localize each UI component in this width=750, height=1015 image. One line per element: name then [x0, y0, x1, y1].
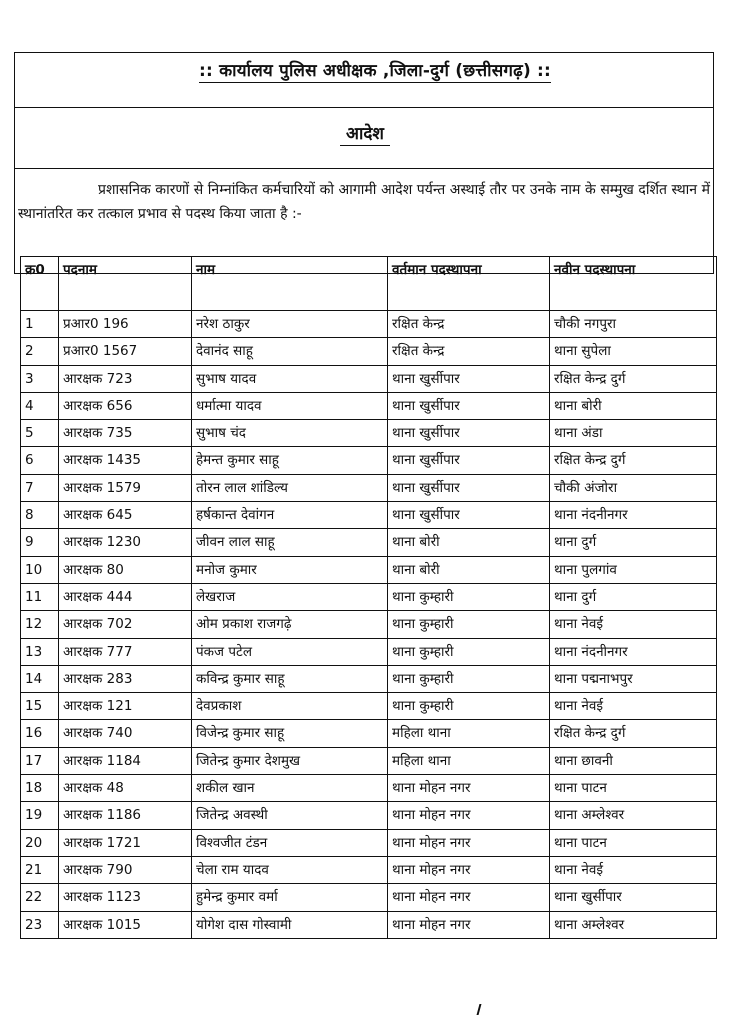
cell-new-posting: रक्षित केन्द्र दुर्ग	[550, 447, 717, 474]
col-header-name: नाम	[192, 257, 388, 311]
cell-new-posting: थाना नेवई	[550, 693, 717, 720]
cell-new-posting: थाना पद्मनाभपुर	[550, 665, 717, 692]
cell-serial: 22	[21, 884, 59, 911]
cell-name: जीवन लाल साहू	[192, 529, 388, 556]
cell-current-posting: थाना बोरी	[388, 556, 550, 583]
table-row	[21, 802, 717, 829]
cell-current-posting: थाना कुम्हारी	[388, 638, 550, 665]
cell-new-posting: थाना अंडा	[550, 420, 717, 447]
table-row	[21, 720, 717, 747]
cell-designation: आरक्षक 777	[59, 638, 192, 665]
cell-serial: 1	[21, 311, 59, 338]
cell-current-posting: थाना मोहन नगर	[388, 775, 550, 802]
cell-name: धर्मात्मा यादव	[192, 392, 388, 419]
cell-current-posting: थाना मोहन नगर	[388, 856, 550, 883]
cell-new-posting: थाना पुलगांव	[550, 556, 717, 583]
cell-name: जितेन्द्र अवस्थी	[192, 802, 388, 829]
cell-current-posting: थाना खुर्सीपार	[388, 392, 550, 419]
cell-designation: आरक्षक 735	[59, 420, 192, 447]
signature-mark	[477, 1004, 488, 1015]
cell-current-posting: थाना कुम्हारी	[388, 611, 550, 638]
cell-new-posting: रक्षित केन्द्र दुर्ग	[550, 720, 717, 747]
cell-serial: 13	[21, 638, 59, 665]
cell-designation: आरक्षक 1186	[59, 802, 192, 829]
cell-designation: आरक्षक 1015	[59, 911, 192, 938]
table-body	[21, 311, 717, 939]
cell-serial: 11	[21, 583, 59, 610]
table-row	[21, 911, 717, 938]
cell-designation: आरक्षक 121	[59, 693, 192, 720]
table-row	[21, 447, 717, 474]
cell-serial: 6	[21, 447, 59, 474]
header-divider	[14, 107, 714, 108]
cell-new-posting: थाना दुर्ग	[550, 583, 717, 610]
cell-name: कविन्द्र कुमार साहू	[192, 665, 388, 692]
cell-new-posting: थाना दुर्ग	[550, 529, 717, 556]
cell-current-posting: थाना मोहन नगर	[388, 884, 550, 911]
table-row	[21, 856, 717, 883]
cell-serial: 5	[21, 420, 59, 447]
cell-name: सुभाष यादव	[192, 365, 388, 392]
cell-designation: आरक्षक 80	[59, 556, 192, 583]
cell-name: नरेश ठाकुर	[192, 311, 388, 338]
table-row	[21, 638, 717, 665]
cell-serial: 16	[21, 720, 59, 747]
transfer-table	[20, 256, 717, 939]
cell-current-posting: महिला थाना	[388, 747, 550, 774]
intro-paragraph: प्रशासनिक कारणों से निम्नांकित कर्मचारियों को आगामी आदेश पर्यन्त अस्थाई तौर पर उनके नाम के सम्मुख दर्शित स्थान में स्थानांतरित कर तत्काल प्रभाव से पदस्थ किया जाता है :-	[18, 182, 710, 222]
header-frame	[14, 52, 714, 274]
table-row	[21, 502, 717, 529]
table-row	[21, 611, 717, 638]
cell-current-posting: रक्षित केन्द्र	[388, 338, 550, 365]
cell-designation: आरक्षक 656	[59, 392, 192, 419]
cell-current-posting: थाना खुर्सीपार	[388, 502, 550, 529]
cell-current-posting: थाना खुर्सीपार	[388, 365, 550, 392]
order-divider	[14, 168, 714, 169]
cell-name: देवप्रकाश	[192, 693, 388, 720]
table-row	[21, 693, 717, 720]
cell-new-posting: थाना नंदनीनगर	[550, 638, 717, 665]
cell-designation: आरक्षक 1721	[59, 829, 192, 856]
cell-new-posting: रक्षित केन्द्र दुर्ग	[550, 365, 717, 392]
table-row	[21, 529, 717, 556]
table-row	[21, 420, 717, 447]
cell-new-posting: थाना बोरी	[550, 392, 717, 419]
table-row	[21, 665, 717, 692]
cell-serial: 20	[21, 829, 59, 856]
cell-name: शकील खान	[192, 775, 388, 802]
cell-designation: आरक्षक 444	[59, 583, 192, 610]
cell-designation: प्रआर0 1567	[59, 338, 192, 365]
cell-current-posting: थाना कुम्हारी	[388, 693, 550, 720]
cell-name: ओम प्रकाश राजगढ़े	[192, 611, 388, 638]
cell-name: विश्वजीत टंडन	[192, 829, 388, 856]
cell-designation: आरक्षक 1184	[59, 747, 192, 774]
cell-name: हेमन्त कुमार साहू	[192, 447, 388, 474]
table-row	[21, 311, 717, 338]
cell-serial: 15	[21, 693, 59, 720]
cell-new-posting: थाना पाटन	[550, 829, 717, 856]
col-header-serial: क्र0	[21, 257, 59, 311]
cell-serial: 3	[21, 365, 59, 392]
table-row	[21, 583, 717, 610]
cell-designation: आरक्षक 723	[59, 365, 192, 392]
cell-new-posting: चौकी नगपुरा	[550, 311, 717, 338]
cell-name: पंकज पटेल	[192, 638, 388, 665]
cell-serial: 12	[21, 611, 59, 638]
cell-serial: 19	[21, 802, 59, 829]
cell-current-posting: थाना खुर्सीपार	[388, 474, 550, 501]
col-header-current-posting: वर्तमान पदस्थापना	[388, 257, 550, 311]
office-title-text: :: कार्यालय पुलिस अधीक्षक ,जिला-दुर्ग (छत्तीसगढ़) ::	[198, 61, 552, 81]
cell-name: जितेन्द्र कुमार देशमुख	[192, 747, 388, 774]
table-row	[21, 747, 717, 774]
cell-name: मनोज कुमार	[192, 556, 388, 583]
cell-serial: 7	[21, 474, 59, 501]
cell-name: चेला राम यादव	[192, 856, 388, 883]
cell-serial: 14	[21, 665, 59, 692]
cell-designation: आरक्षक 1579	[59, 474, 192, 501]
cell-serial: 2	[21, 338, 59, 365]
cell-current-posting: थाना खुर्सीपार	[388, 447, 550, 474]
cell-serial: 9	[21, 529, 59, 556]
order-title	[0, 121, 730, 144]
cell-serial: 8	[21, 502, 59, 529]
table-row	[21, 829, 717, 856]
cell-name: लेखराज	[192, 583, 388, 610]
table-row	[21, 392, 717, 419]
office-title	[0, 58, 750, 81]
cell-current-posting: थाना कुम्हारी	[388, 665, 550, 692]
cell-current-posting: महिला थाना	[388, 720, 550, 747]
cell-designation: आरक्षक 48	[59, 775, 192, 802]
table-row	[21, 474, 717, 501]
order-title-text: आदेश	[340, 124, 390, 146]
col-header-new-posting: नवीन पदस्थापना	[550, 257, 717, 311]
cell-current-posting: थाना बोरी	[388, 529, 550, 556]
cell-new-posting: थाना छावनी	[550, 747, 717, 774]
cell-name: विजेन्द्र कुमार साहू	[192, 720, 388, 747]
cell-serial: 17	[21, 747, 59, 774]
cell-designation: आरक्षक 790	[59, 856, 192, 883]
cell-designation: आरक्षक 1435	[59, 447, 192, 474]
col-header-designation: पदनाम	[59, 257, 192, 311]
cell-serial: 10	[21, 556, 59, 583]
cell-new-posting: थाना पाटन	[550, 775, 717, 802]
cell-current-posting: थाना खुर्सीपार	[388, 420, 550, 447]
cell-current-posting: थाना मोहन नगर	[388, 829, 550, 856]
table-header-row	[21, 257, 717, 311]
cell-new-posting: थाना अम्लेश्वर	[550, 911, 717, 938]
cell-new-posting: थाना अम्लेश्वर	[550, 802, 717, 829]
cell-name: सुभाष चंद	[192, 420, 388, 447]
cell-current-posting: थाना कुम्हारी	[388, 583, 550, 610]
cell-designation: आरक्षक 283	[59, 665, 192, 692]
cell-designation: प्रआर0 196	[59, 311, 192, 338]
cell-new-posting: थाना सुपेला	[550, 338, 717, 365]
cell-name: हुमेन्द्र कुमार वर्मा	[192, 884, 388, 911]
table-row	[21, 365, 717, 392]
cell-new-posting: थाना खुर्सीपार	[550, 884, 717, 911]
cell-current-posting: रक्षित केन्द्र	[388, 311, 550, 338]
cell-serial: 4	[21, 392, 59, 419]
cell-new-posting: चौकी अंजोरा	[550, 474, 717, 501]
cell-serial: 18	[21, 775, 59, 802]
cell-designation: आरक्षक 1123	[59, 884, 192, 911]
table-row	[21, 338, 717, 365]
table-row	[21, 556, 717, 583]
cell-designation: आरक्षक 740	[59, 720, 192, 747]
table-row	[21, 775, 717, 802]
cell-current-posting: थाना मोहन नगर	[388, 911, 550, 938]
cell-new-posting: थाना नेवई	[550, 611, 717, 638]
cell-new-posting: थाना नेवई	[550, 856, 717, 883]
cell-serial: 23	[21, 911, 59, 938]
cell-name: हर्षकान्त देवांगन	[192, 502, 388, 529]
cell-designation: आरक्षक 702	[59, 611, 192, 638]
cell-current-posting: थाना मोहन नगर	[388, 802, 550, 829]
cell-serial: 21	[21, 856, 59, 883]
cell-name: तोरन लाल शांडिल्य	[192, 474, 388, 501]
table-row	[21, 884, 717, 911]
cell-name: योगेश दास गोस्वामी	[192, 911, 388, 938]
cell-designation: आरक्षक 1230	[59, 529, 192, 556]
cell-designation: आरक्षक 645	[59, 502, 192, 529]
cell-new-posting: थाना नंदनीनगर	[550, 502, 717, 529]
cell-name: देवानंद साहू	[192, 338, 388, 365]
